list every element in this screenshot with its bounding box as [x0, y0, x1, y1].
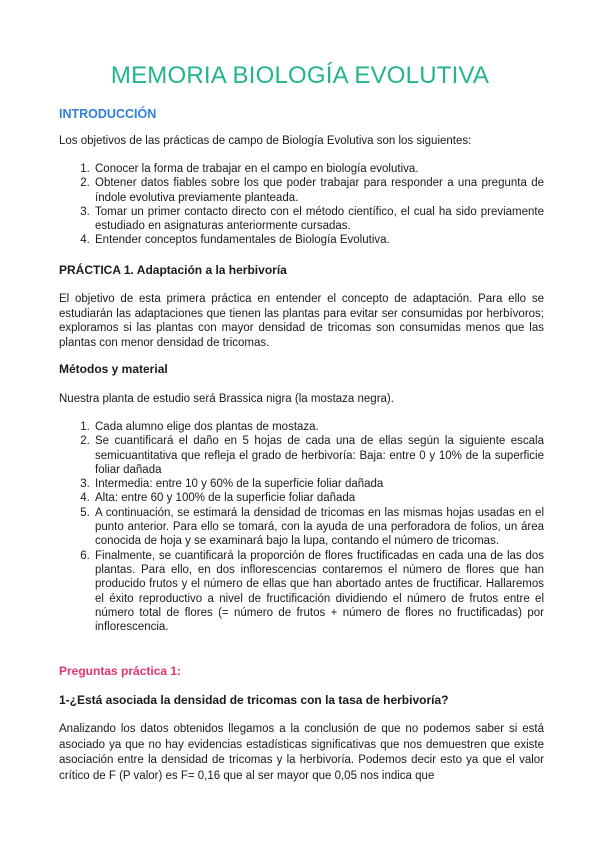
document-title: MEMORIA BIOLOGÍA EVOLUTIVA [110, 62, 490, 89]
methods-steps-list [59, 420, 544, 634]
list-item: 2. Se cuantificará el daño en 5 hojas de cada una de ellas según la siguiente escala semicuantitativa que refleja el grado de herbivoría: Baja: entre 0 y 10% de la superficie foliar dañada [93, 434, 544, 477]
objectives-list [59, 162, 544, 248]
methods-heading: Métodos y material [59, 362, 168, 376]
list-item: 3. Tomar un primer contacto directo con el método científico, el cual ha sido previamente estudiado en asignaturas anteriormente cursadas. [93, 205, 544, 234]
list-item: 6. Finalmente, se cuantificará la proporción de flores fructificadas en cada una de las dos plantas. Para ello, en dos inflorescencias contaremos el número de flores que han producido frutos y el número de ellas que han abortado antes de fructificar. Hallaremos el éxito reproductivo a nivel de fructificación dividiendo el número de frutos entre el número total de flores (= número de frutos + número de flores no fructificadas) por inflorescencia. [93, 549, 544, 635]
list-item: 1. Cada alumno elige dos plantas de mostaza. [93, 420, 544, 434]
list-item: 3. Intermedia: entre 10 y 60% de la superficie foliar dañada [93, 477, 544, 491]
list-item: 5. A continuación, se estimará la densidad de tricomas en las mismas hojas usadas en el punto anterior. Para ello se tomará, con la ayuda de una perforadora de folios, un área conocida de hoja y se examinará bajo la lupa, contando el número de tricomas. [93, 506, 544, 549]
question-1: 1-¿Está asociada la densidad de tricomas con la tasa de herbivoría? [59, 693, 449, 707]
methods-lead: Nuestra planta de estudio será Brassica nigra (la mostaza negra). [59, 393, 394, 405]
list-item: 4. Alta: entre 60 y 100% de la superficie foliar dañada [93, 491, 544, 505]
preguntas-heading: Preguntas práctica 1: [59, 664, 182, 678]
intro-heading: INTRODUCCIÓN [59, 107, 157, 121]
answer-paragraph: Analizando los datos obtenidos llegamos a la conclusión de que no podemos saber si está asociado ya que no hay evidencias estadísticas significativas que nos demuestren que existe asociación entre la densidad de tricomas y la herbivoría. Podemos decir esto ya que el valor crítico de F (P valor) es F= 0,16 que al ser mayor que 0,05 nos indica que [59, 723, 544, 782]
practica1-paragraph: El objetivo de esta primera práctica en entender el concepto de adaptación. Para ello se estudiarán las adaptaciones que tienen las plantas para evitar ser consumidas por herbívoros; exploramos si las plantas con mayor densidad de tricomas son consumidas menos que las plantas con menor densidad de tricomas. [59, 293, 544, 349]
list-item: 4. Entender conceptos fundamentales de Biología Evolutiva. [93, 233, 544, 247]
list-item: 1. Conocer la forma de trabajar en el campo en biología evolutiva. [93, 162, 544, 176]
list-item: 2. Obtener datos fiables sobre los que poder trabajar para responder a una pregunta de índole evolutiva previamente planteada. [93, 176, 544, 205]
intro-lead: Los objetivos de las prácticas de campo de Biología Evolutiva son los siguientes: [59, 135, 472, 147]
practica1-heading: PRÁCTICA 1. Adaptación a la herbivoría [59, 263, 287, 277]
